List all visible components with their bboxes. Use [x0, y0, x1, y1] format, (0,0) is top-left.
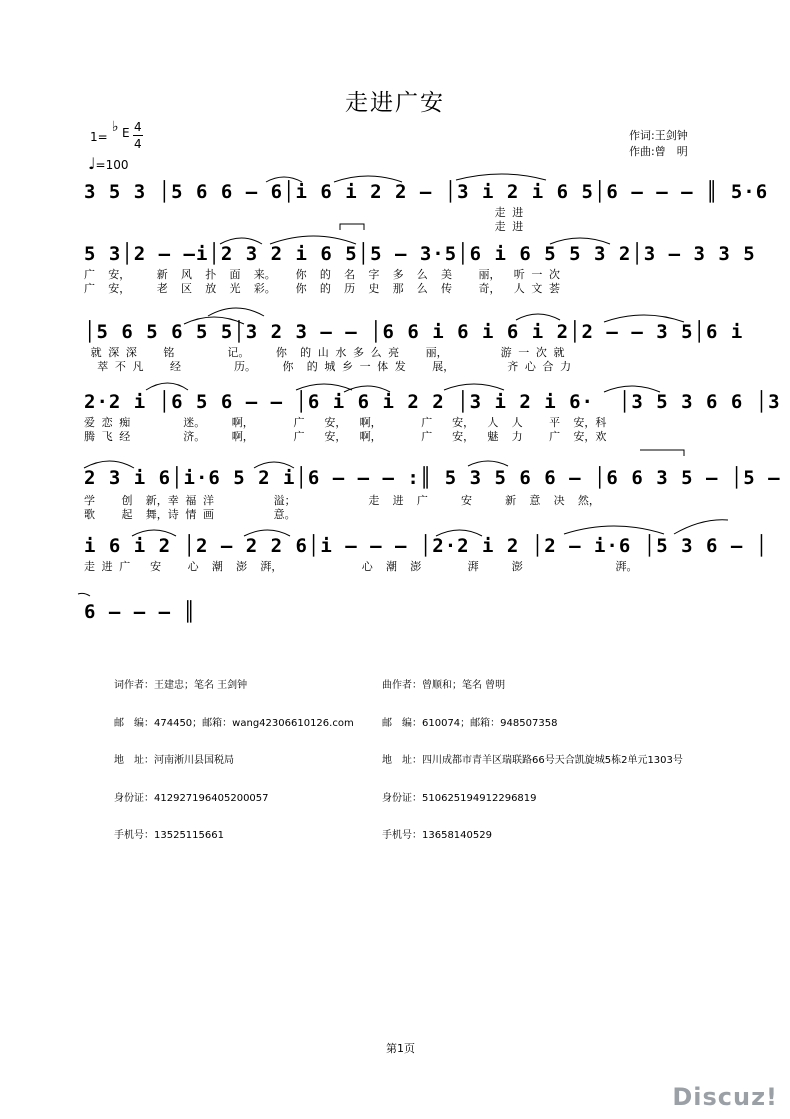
lyricist-id: 身份证：412927196405200057 — [114, 792, 269, 804]
slur-marks — [84, 322, 724, 402]
lyricist-phone: 手机号：13525115661 — [114, 830, 224, 841]
notation-line: 5 3│2 – –i│2 3 2 i 6 5│5 – 3·5│6 i 6 5 5 3 2│3 – 3 3 5 — [84, 243, 756, 265]
score-system-2 — [84, 243, 756, 295]
score-system-3 — [84, 321, 744, 373]
lyric-line-1: 走 进 — [84, 206, 524, 219]
composer-name: 曲作者：曾顺和；笔名 曾明 — [382, 680, 506, 691]
lyric-line-2: 歌 起 舞，诗 情 画 意。 — [84, 508, 296, 521]
page-number: 第1页 — [386, 1042, 415, 1055]
composer-postal: 邮 编：610074；邮箱：948507358 — [382, 717, 558, 729]
lyricist-name: 词作者：王建忠；笔名 王剑钟 — [114, 680, 248, 691]
notation-line: 2·2 i │6 5 6 – – │6 i 6 i 2 2 │3 i 2 i 6· │3 5 3 6 6 │3 — [84, 391, 781, 413]
slur-marks — [84, 392, 724, 472]
watermark-logo: Discuz! — [672, 1083, 778, 1111]
lyric-line-2: 广 安， 老 区 放 光 彩。 你 的 历 史 那 么 传 奇， 人 文 荟 — [84, 282, 561, 295]
slur-marks — [84, 244, 724, 324]
composer-id: 身份证：510625194912296819 — [382, 792, 537, 804]
lyric-line-1: 爱 恋 痴 迷。 啊， 广 安， 啊， 广 安， 人 人 平 安，科 — [84, 416, 607, 429]
composer-phone: 手机号：13658140529 — [382, 830, 492, 841]
lyricist-postal: 邮 编：474450；邮箱：wang42306610126.com — [114, 717, 354, 729]
time-signature-numerator: 4 — [134, 120, 142, 134]
time-signature-denominator: 4 — [134, 137, 142, 151]
lyric-line-1: 广 安， 新 风 扑 面 来。 你 的 名 字 多 么 美 丽， 听 一 次 — [84, 268, 561, 281]
score-system-6 — [84, 535, 769, 573]
lyric-line-1: 走 进 广 安 心 潮 澎 湃， 心 潮 澎 湃 澎 湃。 — [84, 560, 638, 573]
lyric-line-1: 学 创 新，幸 福 洋 溢； 走 进 广 安 新 意 决 然， — [84, 494, 600, 507]
lyric-line-2: 萃 不 凡 经 历。 你 的 城 乡 一 体 发 展， 齐 心 合 力 — [84, 360, 572, 373]
notation-line: i 6 i 2 │2 – 2 2 6│i – – – │2·2 i 2 │2 – i·6 │5 3 6 – │ — [84, 535, 769, 557]
quarter-note-icon: ♩ — [88, 154, 96, 173]
notation-line: 3 5 3 │5 6 6 – 6│i 6 i 2 2 – │3 i 2 i 6 5│6 – – – ║ 5·6 — [84, 181, 769, 203]
lyricist-address: 地 址：河南淅川县国税局 — [114, 755, 234, 766]
composer-credit: 作曲:曾 明 — [629, 145, 688, 158]
score-system-1 — [84, 181, 769, 233]
tempo-value: =100 — [95, 158, 129, 172]
key-prefix: 1= — [90, 130, 108, 144]
key-flat: ♭ — [112, 119, 119, 135]
composer-info — [382, 655, 683, 855]
notation-line: │5 6 5 6 5 5│3 2 3 – – │6 6 i 6 i 6 i 2│2 – – 3 5│6 i — [84, 321, 744, 343]
notation-line: 2 3 i 6│i·6 5 2 i│6 – – – :║ 5 3 5 6 6 – │6 6 3 5 – │5 – — [84, 467, 781, 489]
song-title: 走进广安 — [345, 90, 445, 116]
lyric-line-1: 就 深 深 铭 记。 你 的 山 水 多 么 亮 丽， 游 一 次 就 — [84, 346, 565, 359]
score-system-4 — [84, 391, 781, 443]
score-system-7 — [84, 601, 724, 623]
tempo-marking — [88, 154, 129, 173]
lyric-line-2: 腾 飞 经 济。 啊， 广 安， 啊， 广 安， 魅 力 广 安，欢 — [84, 430, 607, 443]
lyricist-credit: 作词:王剑钟 — [629, 129, 688, 142]
score-system-5 — [84, 467, 781, 521]
composer-address: 地 址：四川成都市青羊区瑞联路66号天合凯旋城5栋2单元1303号 — [382, 755, 683, 766]
time-signature-line — [133, 135, 143, 136]
notation-line: 6 – – – ║ — [84, 601, 196, 623]
key-letter: E — [122, 126, 130, 140]
lyricist-info — [114, 655, 354, 855]
lyric-line-2: 走 进 — [84, 220, 524, 233]
